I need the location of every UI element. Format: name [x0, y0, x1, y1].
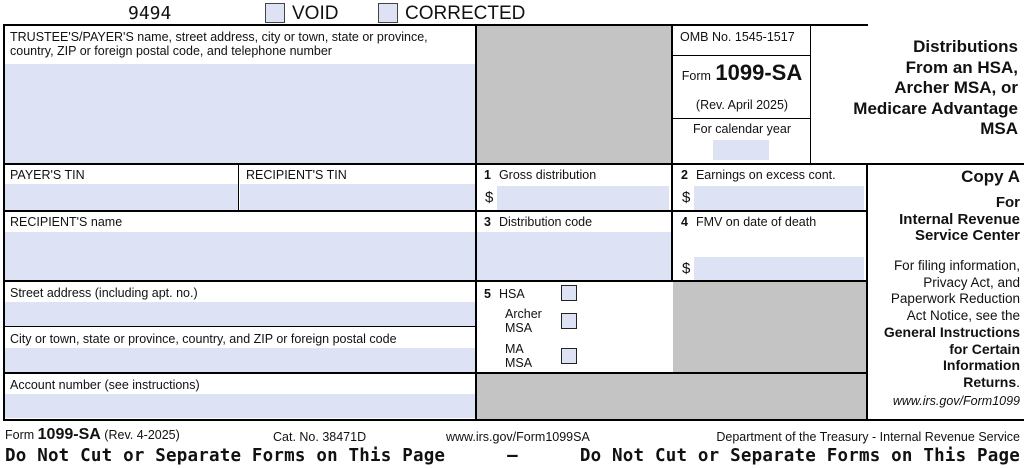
title-line: MSA [980, 119, 1018, 138]
gen-returns: Returns [963, 373, 1017, 390]
info-line: Act Notice, see the [906, 307, 1020, 323]
calendar-year-label: For calendar year [693, 122, 791, 136]
corrected-label: CORRECTED [405, 3, 526, 24]
rule [671, 24, 673, 281]
rule [3, 163, 1024, 165]
account-number-label: Account number (see instructions) [10, 378, 200, 392]
filing-info [860, 258, 1020, 410]
account-number-field[interactable] [5, 394, 475, 418]
void-checkbox[interactable] [265, 3, 285, 23]
recipient-name-field[interactable] [5, 232, 475, 280]
city-label: City or town, state or province, country, and ZIP or foreign postal code [10, 332, 397, 346]
box4-label [681, 215, 816, 229]
box4-dollar: $ [682, 260, 691, 277]
rule [3, 24, 868, 26]
box2-dollar: $ [682, 189, 691, 206]
title-line: From an HSA, [905, 57, 1018, 77]
box1-dollar: $ [485, 189, 494, 206]
gen-period: . [1016, 373, 1020, 390]
omb-number: OMB No. 1545-1517 [680, 30, 795, 44]
shaded-area-mid [673, 282, 866, 372]
calendar-year-field[interactable] [713, 140, 769, 160]
warning-right: Do Not Cut or Separate Forms on This Page [579, 446, 1020, 466]
copy-a-panel [868, 167, 1020, 245]
warning-left: Do Not Cut or Separate Forms on This Page [5, 446, 446, 466]
street-address-field[interactable] [5, 302, 475, 326]
earnings-excess-field[interactable] [694, 186, 864, 210]
shaded-area-top [477, 26, 671, 164]
recipient-name-label: RECIPIENT'S name [10, 215, 123, 229]
info-line: Paperwork Reduction [890, 291, 1020, 306]
rule [3, 419, 1024, 421]
title-line: Medicare Advantage [853, 98, 1018, 118]
ma-label [505, 342, 532, 370]
rule [3, 24, 5, 420]
department: Department of the Treasury - Internal Revenue Service [716, 430, 1020, 444]
box3-number: 3 [484, 215, 491, 229]
recipient-tin-field[interactable] [240, 184, 475, 211]
box4-number: 4 [681, 215, 688, 229]
warning-dash: — [507, 446, 518, 466]
rule [475, 24, 477, 420]
info-line: For filing information, [893, 258, 1020, 273]
void-label: VOID [292, 3, 339, 24]
payer-info-field[interactable] [5, 64, 475, 164]
irs-website-side[interactable]: www.irs.gov/Form1099 [892, 394, 1020, 408]
shaded-area-bottom [477, 374, 866, 419]
box5-number: 5 [484, 287, 491, 301]
box2-text: Earnings on excess cont. [695, 168, 836, 182]
box5-label [484, 287, 525, 301]
corrected-checkbox[interactable] [378, 3, 398, 23]
fmv-field[interactable] [694, 257, 864, 280]
footer-form-number: 1099-SA [37, 426, 101, 443]
box4-text: FMV on date of death [695, 215, 817, 229]
rule [671, 55, 810, 56]
gen-line [860, 374, 1020, 391]
footer-form-word: Form [5, 428, 35, 442]
ma-line1: MA [505, 342, 524, 356]
payer-tin-label: PAYER'S TIN [10, 168, 85, 182]
box2-number: 2 [681, 168, 688, 182]
copy-a-heading: Copy A [961, 167, 1020, 186]
cat-number: Cat. No. 38471D [273, 430, 367, 444]
rule [810, 24, 811, 164]
irs-line1: Internal Revenue [899, 210, 1020, 228]
hsa-checkbox[interactable] [561, 285, 577, 301]
box3-text: Distribution code [498, 215, 593, 229]
form-word: Form [681, 69, 711, 83]
footer-revision: (Rev. 4-2025) [104, 428, 180, 442]
form-id-code: 9494 [128, 3, 172, 24]
gen-line: for Certain [949, 340, 1020, 357]
footer-website[interactable]: www.irs.gov/Form1099SA [446, 430, 590, 444]
box1-number: 1 [484, 168, 491, 182]
distribution-code-field[interactable] [477, 232, 671, 280]
form-title [813, 37, 1018, 140]
hsa-label: HSA [498, 287, 525, 301]
rule [3, 372, 868, 374]
title-line: Distributions [913, 37, 1018, 56]
form-revision: (Rev. April 2025) [695, 98, 789, 112]
rule [238, 163, 239, 211]
rule [671, 118, 810, 119]
rule [3, 326, 477, 327]
gen-line: Information [943, 357, 1020, 373]
recipient-tin-label: RECIPIENT'S TIN [246, 168, 347, 182]
ma-msa-checkbox[interactable] [561, 348, 577, 364]
title-line: Archer MSA, or [894, 78, 1018, 97]
archer-line2: MSA [505, 321, 533, 335]
rule [3, 210, 868, 212]
city-field[interactable] [5, 348, 475, 372]
box1-text: Gross distribution [498, 168, 597, 182]
ma-line2: MSA [505, 356, 533, 370]
archer-line1: Archer [505, 307, 542, 321]
gen-line: General Instructions [883, 324, 1020, 340]
payer-block-label: TRUSTEE'S/PAYER'S name, street address, city or town, state or province, country, ZIP or foreign postal code, and telephone number [10, 30, 428, 58]
do-not-cut-warning [5, 446, 1020, 466]
payer-tin-field[interactable] [5, 184, 238, 211]
irs-line2: Service Center [914, 227, 1020, 244]
form-number: 1099-SA [715, 60, 803, 85]
box2-label [681, 168, 836, 182]
for-label: For [995, 194, 1020, 211]
rule [3, 280, 868, 282]
archer-msa-checkbox[interactable] [561, 313, 577, 329]
box1-label [484, 168, 596, 182]
footer-form-id [5, 428, 180, 442]
form-number-header [674, 60, 810, 86]
street-address-label: Street address (including apt. no.) [10, 286, 198, 300]
archer-label [505, 307, 542, 335]
box3-label [484, 215, 592, 229]
info-line: Privacy Act, and [923, 274, 1020, 290]
gross-distribution-field[interactable] [497, 186, 669, 210]
